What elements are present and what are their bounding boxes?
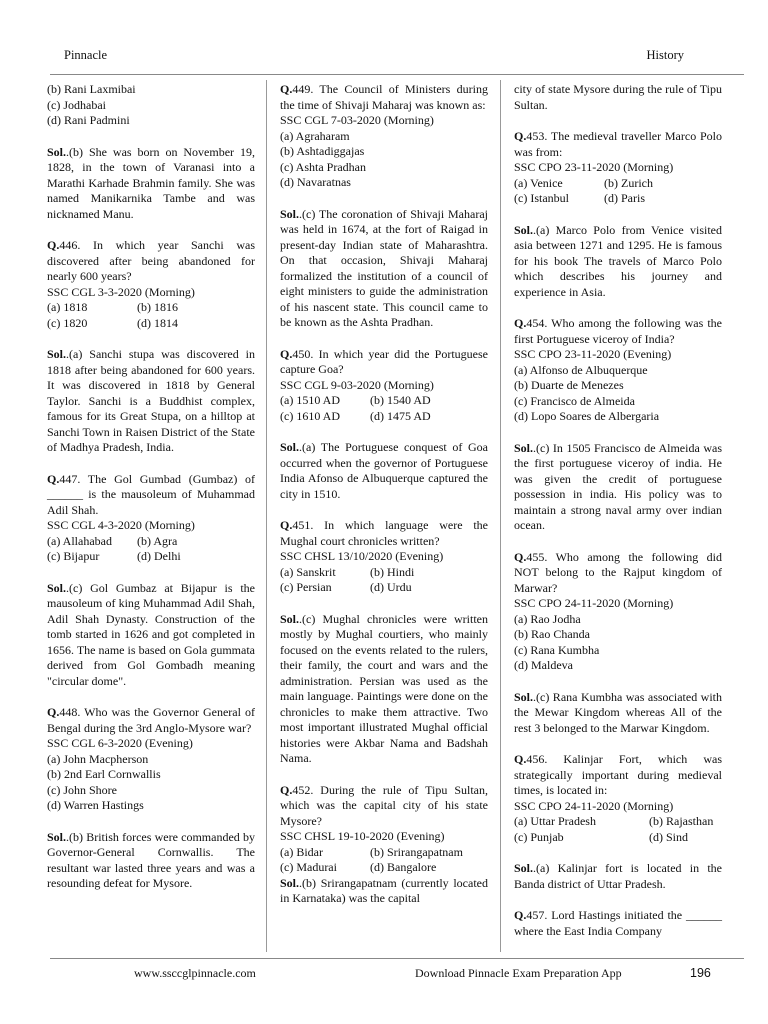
solution-label: Sol. <box>280 611 300 626</box>
option: (b) Ashtadiggajas <box>280 144 365 158</box>
option: (a) Bidar <box>280 844 323 859</box>
solution-label: Sol. <box>280 875 300 890</box>
option: (b) Rani Laxmibai <box>47 82 136 96</box>
question-label: Q. <box>514 129 527 143</box>
option: (b) Rajasthan <box>649 814 714 828</box>
option: (b) Duarte de Menezes <box>514 378 624 392</box>
solution-text: .(c) Mughal chronicles were written mostly by Mughal courtiers, who mainly focused on the events related to the rulers, their family, the court and wars and the administration. Persian was used as the main language. Paintings were done on the chronicles to make them attractive. Two most important illustrated Mughal official histories were Akbar Nama and Badshah Nama. <box>280 611 488 765</box>
option: (d) 1475 AD <box>370 408 431 423</box>
question-449 <box>280 82 488 113</box>
header-brand: Pinnacle <box>64 48 108 62</box>
option: (c) Madurai <box>280 860 337 874</box>
question-447 <box>47 472 255 519</box>
solution-text: .(a) The Portuguese conquest of Goa occurred when the governor of Portuguese India Afonso de Albuquerque captured the city in 1510. <box>280 440 488 501</box>
question-text: 450. In which year did the Portuguese capture Goa? <box>280 346 488 376</box>
option: (d) Urdu <box>370 580 412 594</box>
exam-source: SSC CGL 7-03-2020 (Morning) <box>280 113 434 127</box>
option: (d) Maldeva <box>514 658 573 672</box>
exam-source: SSC CGL 4-3-2020 (Morning) <box>47 518 195 532</box>
solution-451 <box>280 612 488 767</box>
question-label: Q. <box>514 316 527 330</box>
question-448 <box>47 705 255 736</box>
solution-449 <box>280 207 488 331</box>
solution-450 <box>280 440 488 502</box>
solution-label: Sol. <box>47 144 67 159</box>
option: (c) Persian <box>280 580 332 594</box>
option: (b) Zurich <box>604 175 653 190</box>
question-text: 452. During the rule of Tipu Sultan, which was the capital city of his state Mysore? <box>280 782 488 828</box>
option: (a) Sanskrit <box>280 564 336 579</box>
option: (c) Bijapur <box>47 549 100 563</box>
exam-source: SSC CHSL 13/10/2020 (Evening) <box>280 549 444 563</box>
option: (d) Delhi <box>137 549 181 563</box>
question-457 <box>514 908 722 939</box>
option: (b) Hindi <box>370 564 415 579</box>
options-grid <box>514 176 722 207</box>
option: (a) Rao Jodha <box>514 611 581 626</box>
exam-source: SSC CPO 24-11-2020 (Morning) <box>514 798 674 813</box>
header-subject: History <box>646 48 684 62</box>
options-grid <box>280 393 488 424</box>
option: (b) Rao Chanda <box>514 627 590 641</box>
solution-453 <box>514 223 722 301</box>
column-divider-1 <box>266 80 267 952</box>
column-divider-2 <box>500 80 501 952</box>
option: (a) Venice <box>514 175 563 190</box>
question-446 <box>47 238 255 285</box>
column-1 <box>47 82 255 892</box>
question-456 <box>514 752 722 799</box>
option: (b) 1540 AD <box>370 393 431 407</box>
option: (c) Francisco de Almeida <box>514 393 635 408</box>
question-label: Q. <box>47 238 60 252</box>
solution-label: Sol. <box>514 861 534 875</box>
question-text: 448. Who was the Governor General of Bengal during the 3rd Anglo-Mysore war? <box>47 705 255 735</box>
option: (c) Rana Kumbha <box>514 642 600 657</box>
options-grid <box>47 534 255 565</box>
exam-source: SSC CPO 23-11-2020 (Morning) <box>514 160 674 174</box>
option: (a) Uttar Pradesh <box>514 814 596 828</box>
question-label: Q. <box>280 82 293 96</box>
exam-source: SSC CGL 3-3-2020 (Morning) <box>47 284 195 299</box>
option: (a) 1818 <box>47 300 88 314</box>
page-header <box>64 48 684 68</box>
question-451 <box>280 518 488 549</box>
question-450 <box>280 347 488 378</box>
question-label: Q. <box>280 782 293 797</box>
solution-452 <box>280 876 488 907</box>
exam-source: SSC CPO 23-11-2020 (Evening) <box>514 347 672 361</box>
option: (c) Punjab <box>514 829 564 844</box>
option: (a) 1510 AD <box>280 393 340 407</box>
footer-website: www.ssccglpinnacle.com <box>134 966 256 980</box>
option: (c) Istanbul <box>514 191 569 205</box>
footer-divider <box>50 958 744 959</box>
option: (b) Srirangapatnam <box>370 844 463 859</box>
exam-source: SSC CGL 9-03-2020 (Morning) <box>280 377 434 392</box>
solution-text: .(c) Rana Kumbha was associated with the Mewar Kingdom whereas All of the rest 3 belonged to the Marwar Kingdom. <box>514 689 722 735</box>
solution-label: Sol. <box>280 206 300 221</box>
question-text: 451. In which language were the Mughal court chronicles written? <box>280 518 488 548</box>
question-label: Q. <box>280 518 293 532</box>
column-2 <box>280 82 488 907</box>
option: (a) John Macpherson <box>47 751 149 766</box>
exam-source: SSC CHSL 19-10-2020 (Evening) <box>280 829 445 843</box>
question-text: 453. The medieval traveller Marco Polo was from: <box>514 129 722 159</box>
solution-text: .(b) She was born on November 19, 1828, in the town of Varanasi into a Marathi Karhade Brahmin family. She was named Manikarnika Tambe and was nicknamed Manu. <box>47 144 255 221</box>
question-label: Q. <box>514 908 527 922</box>
solution-label: Sol. <box>514 689 534 704</box>
option: (d) Lopo Soares de Albergaria <box>514 409 660 423</box>
question-label: Q. <box>280 346 293 361</box>
solution-label: Sol. <box>514 440 534 455</box>
option: (c) John Shore <box>47 782 117 797</box>
options-grid <box>280 565 488 596</box>
option: (d) Paris <box>604 191 645 205</box>
solution-label: Sol. <box>514 222 534 237</box>
option: (b) Agra <box>137 533 178 548</box>
option: (d) Bangalore <box>370 860 437 874</box>
question-label: Q. <box>47 705 60 719</box>
options-grid <box>514 814 722 845</box>
question-text: 447. The Gol Gumbad (Gumbaz) of ______ is the mausoleum of Muhammad Adil Shah. <box>47 471 255 517</box>
option: (d) Rani Padmini <box>47 113 130 127</box>
page-footer <box>0 966 768 986</box>
header-divider <box>50 74 744 75</box>
solution-label: Sol. <box>47 347 67 361</box>
question-text: 456. Kalinjar Fort, which was strategically important during medieval times, is located in: <box>514 752 722 797</box>
solution-text: .(c) Gol Gumbaz at Bijapur is the mausoleum of king Muhammad Adil Shah, Adil Shah Dynasty. Construction of the tomb started in 1626 and got completed in 1656. The name is based on Gola gummata derived from Gol Gombadh meaning "circular dome". <box>47 580 255 688</box>
question-text: 449. The Council of Ministers during the time of Shivaji Maharaj was known as: <box>280 82 488 112</box>
question-text: 455. Who among the following did NOT belong to the Rajput kingdom of Marwar? <box>514 549 722 595</box>
solution-text: .(c) In 1505 Francisco de Almeida was the first portuguese viceroy of india. He was given the credit of portuguese possession in india. His policy was to maintain a strong naval army over indian ocean. <box>514 440 722 532</box>
option: (c) 1820 <box>47 315 88 330</box>
options-grid <box>280 845 488 876</box>
solution-text: .(a) Sanchi stupa was discovered in 1818 after being abandoned for 600 years. It was discovered in 1818 by General Taylor. Sanchi is a Buddhist complex, famous for its Great Stupa, on a hilltop at Sanchi Town in Raisen District of the State of Madhya Pradesh, India. <box>47 347 255 454</box>
solution-text: .(c) The coronation of Shivaji Maharaj was held in 1674, at the fort of Raigad in present-day Indian state of Maharashtra. On that occasion, Shivaji Maharaj formalized the institution of a council of eight ministers to guide the administration of his nascent state. This council came to be known as the Ashta Pradhan. <box>280 206 488 329</box>
solution-text: .(b) British forces were commanded by Governor-General Cornwallis. The resultant war lasted three years and was a resounding defeat for Mysore. <box>47 829 255 890</box>
option: (a) Alfonso de Albuquerque <box>514 362 648 377</box>
question-text: 457. Lord Hastings initiated the ______ where the East India Company <box>514 908 722 938</box>
option: (a) Allahabad <box>47 533 112 548</box>
option: (d) Warren Hastings <box>47 798 144 812</box>
solution-448 <box>47 830 255 892</box>
solution-447 <box>47 581 255 690</box>
option: (d) Navaratnas <box>280 175 351 189</box>
option: (a) Agraharam <box>280 128 350 143</box>
solution-label: Sol. <box>280 440 300 454</box>
column-3 <box>514 82 722 939</box>
page-number: 196 <box>690 966 711 980</box>
question-label: Q. <box>514 549 527 564</box>
option: (b) 2nd Earl Cornwallis <box>47 767 161 781</box>
question-text: 454. Who among the following was the first Portuguese viceroy of India? <box>514 316 722 346</box>
options-grid <box>47 300 255 331</box>
option: (d) 1814 <box>137 315 178 330</box>
solution-455 <box>514 690 722 737</box>
option: (c) Ashta Pradhan <box>280 159 366 174</box>
footer-app-text: Download Pinnacle Exam Preparation App <box>415 966 622 980</box>
solution-454 <box>514 441 722 534</box>
option: (c) 1610 AD <box>280 408 340 423</box>
solution-456 <box>514 861 722 892</box>
solution-label: Sol. <box>47 829 67 844</box>
option: (c) Jodhabai <box>47 97 106 112</box>
solution-text: .(a) Kalinjar fort is located in the Banda district of Uttar Pradesh. <box>514 861 722 891</box>
solution-446 <box>47 347 255 456</box>
question-453 <box>514 129 722 160</box>
question-label: Q. <box>47 471 60 486</box>
exam-source: SSC CGL 6-3-2020 (Evening) <box>47 736 193 750</box>
option: (b) 1816 <box>137 300 178 314</box>
solution-452-continued: city of state Mysore during the rule of Tipu Sultan. <box>514 82 722 112</box>
option: (d) Sind <box>649 829 688 844</box>
question-452 <box>280 783 488 830</box>
solution-445 <box>47 145 255 223</box>
solution-text: .(a) Marco Polo from Venice visited asia between 1271 and 1295. He is famous for his book The travels of Marco Polo which describes his journey and experience in Asia. <box>514 222 722 299</box>
question-text: 446. In which year Sanchi was discovered after being abandoned for nearly 600 years? <box>47 238 255 283</box>
question-label: Q. <box>514 752 527 766</box>
question-455 <box>514 550 722 597</box>
exam-source: SSC CPO 24-11-2020 (Morning) <box>514 596 674 610</box>
solution-label: Sol. <box>47 580 67 595</box>
solution-text: .(b) Srirangapatnam (currently located in Karnataka) was the capital <box>280 875 488 905</box>
question-454 <box>514 316 722 347</box>
